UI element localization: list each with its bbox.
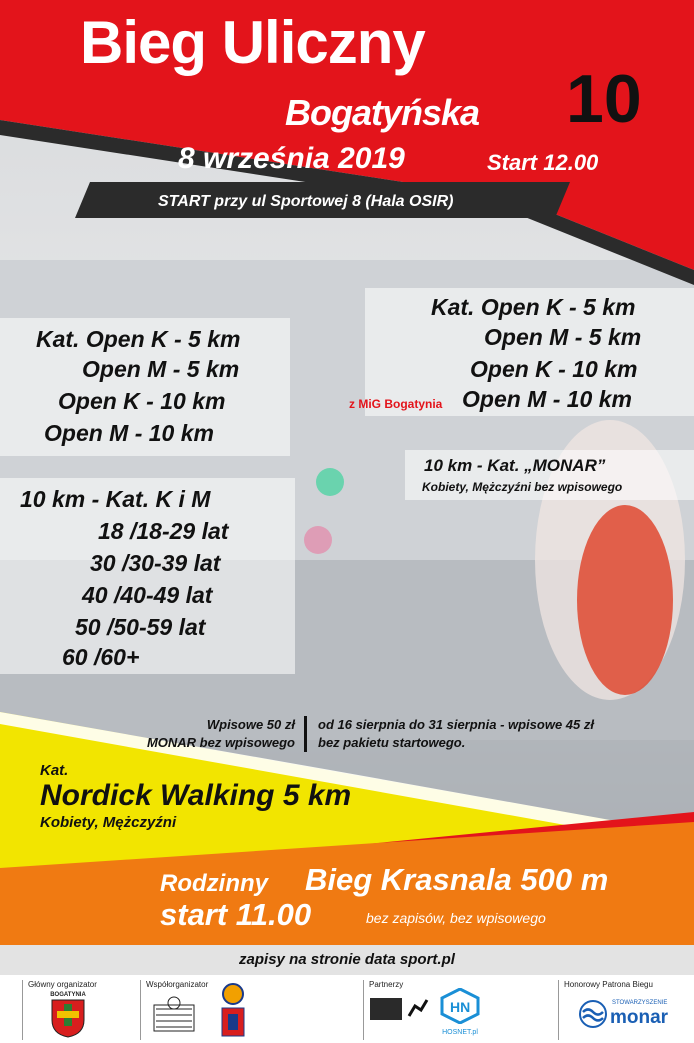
nordic-kat: Kat. [40, 762, 69, 779]
footer-patron: Honorowy Patrona Biegu [564, 980, 653, 989]
right-open-2: Open M - 5 km [484, 324, 642, 350]
bg-light-green [316, 468, 344, 496]
fee-left-2: MONAR bez wpisowego [146, 735, 295, 750]
right-open-4: Open M - 10 km [462, 386, 632, 412]
title-line2: Bogatyńska [285, 92, 480, 133]
age-group-5: 60 /60+ [62, 644, 140, 670]
family-note: bez zapisów, bez wpisowego [366, 910, 546, 926]
age-group-4: 50 /50-59 lat [75, 614, 206, 640]
family-title: Bieg Krasnala 500 m [305, 862, 609, 897]
mig-note: z MiG Bogatynia [349, 397, 443, 411]
co-organizer-logo-1-icon [152, 995, 196, 1035]
family-prefix: Rodzinny [160, 870, 268, 897]
footer-co-org: Współorganizator [146, 980, 209, 989]
co-organizer-logo-2-icon [218, 982, 248, 1038]
monar-subtitle: Kobiety, Mężczyźni bez wpisowego [422, 480, 623, 494]
left-open-1: Kat. Open K - 5 km [36, 326, 241, 352]
footer-divider-4 [558, 980, 559, 1040]
nordic-title: Nordick Walking 5 km [40, 779, 352, 812]
title-line1: Bieg Uliczny [80, 9, 425, 76]
age-group-3: 40 /40-49 lat [82, 582, 213, 608]
svg-text:HN: HN [450, 999, 471, 1015]
bg-light-pink [304, 526, 332, 554]
left-open-3: Open K - 10 km [58, 388, 226, 414]
title-number: 10 [566, 61, 642, 137]
partner-reklama-icon [370, 998, 402, 1020]
footer-divider-1 [22, 980, 23, 1040]
bogatynia-crest-icon [50, 992, 86, 1040]
monar-logo-icon [578, 1000, 608, 1028]
footer-main-org: Główny organizator [28, 980, 97, 989]
event-date: 8 września 2019 [178, 142, 405, 175]
age-group-2: 30 /30-39 lat [90, 550, 221, 576]
fee-divider [304, 716, 307, 752]
nordic-subtitle: Kobiety, Mężczyźni [40, 814, 177, 831]
family-start: start 11.00 [160, 897, 312, 932]
footer-divider-3 [363, 980, 364, 1040]
age-groups-title: 10 km - Kat. K i M [20, 486, 211, 512]
monar-label: monar [610, 1007, 669, 1028]
partner-runner-icon [405, 998, 429, 1018]
footer-divider-2 [140, 980, 141, 1040]
hosnet-label: HOSNET.pl [442, 1029, 478, 1036]
right-open-1: Kat. Open K - 5 km [431, 294, 636, 320]
left-open-2: Open M - 5 km [82, 356, 240, 382]
start-location: START przy ul Sportowej 8 (Hala OSIR) [158, 193, 454, 210]
footer-partners: Partnerzy [369, 980, 404, 989]
start-time: Start 12.00 [487, 150, 599, 175]
fee-left-1: Wpisowe 50 zł [206, 717, 295, 732]
shoe-sole [577, 505, 673, 695]
monar-small-label: STOWARZYSZENIE [612, 1000, 668, 1006]
right-open-3: Open K - 10 km [470, 356, 638, 382]
age-group-1: 18 /18-29 lat [98, 518, 229, 544]
bogatynia-label: BOGATYNIA [50, 992, 86, 998]
signup-text: zapisy na stronie data sport.pl [239, 951, 455, 968]
fee-right-2: bez pakietu startowego. [318, 735, 466, 750]
left-open-4: Open M - 10 km [44, 420, 214, 446]
hosnet-logo-icon [440, 988, 480, 1036]
monar-title: 10 km - Kat. „MONAR” [424, 456, 606, 475]
fee-right-1: od 16 sierpnia do 31 sierpnia - wpisowe 45 zł [318, 717, 594, 732]
